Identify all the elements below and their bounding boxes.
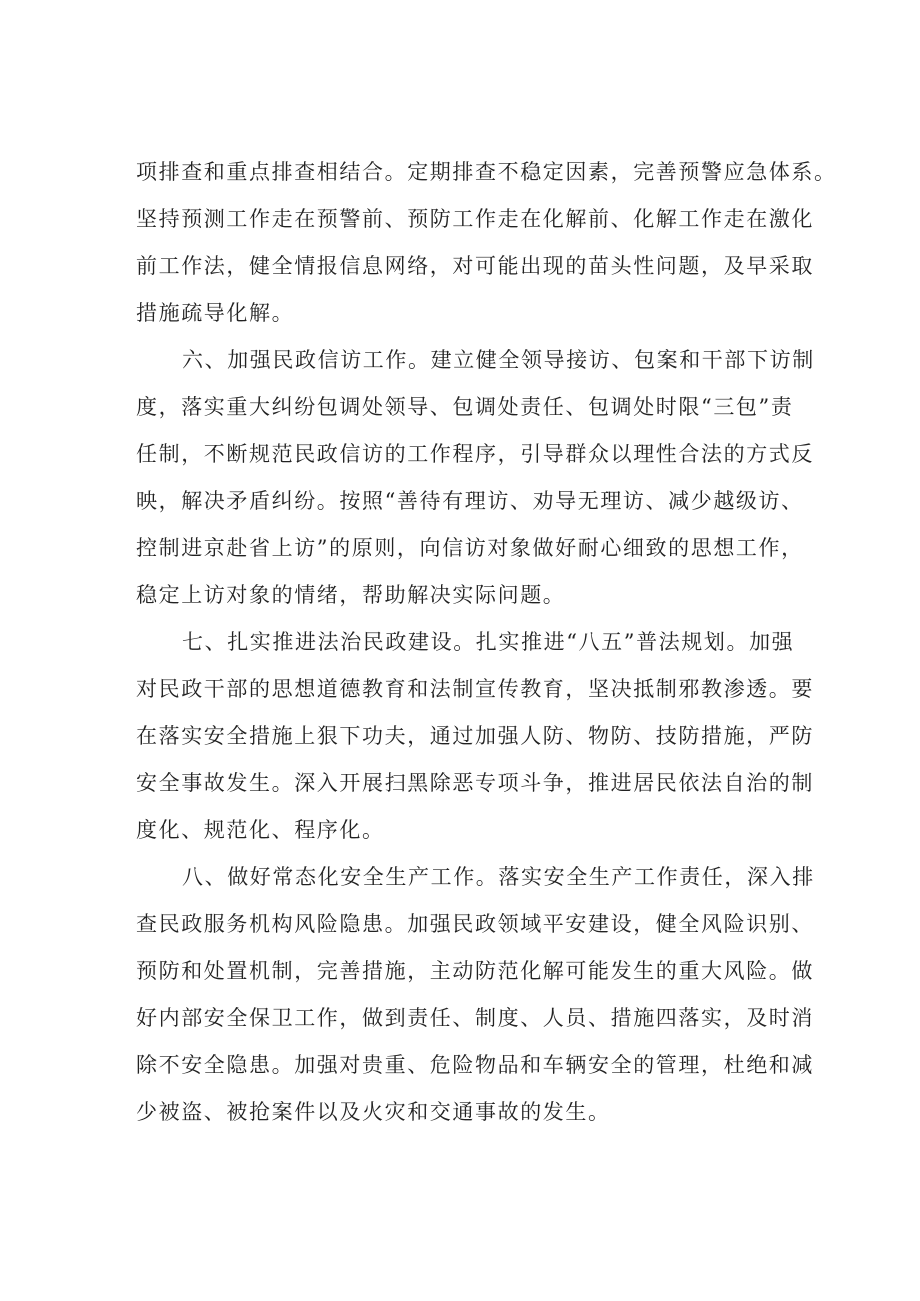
paragraph-5-line-1: 项排查和重点排查相结合。定期排查不稳定因素，完善预警应急体系。: [136, 160, 837, 184]
paragraph-8-line-1: 八、做好常态化安全生产工作。落实安全生产工作责任，深入排: [182, 865, 815, 889]
paragraph-6-line-4: 映，解决矛盾纠纷。按照“善待有理访、劝导无理访、减少越级访、: [136, 489, 804, 513]
paragraph-7-line-2: 对民政干部的思想道德教育和法制宣传教育，坚决抵制邪教渗透。要: [136, 677, 814, 701]
paragraph-5-line-4: 措施疏导化解。: [136, 301, 295, 325]
paragraph-7-line-3: 在落实安全措施上狠下功夫，通过加强人防、物防、技防措施，严防: [136, 724, 814, 748]
paragraph-6-line-2: 度，落实重大纠纷包调处领导、包调处责任、包调处时限“三包”责: [136, 395, 794, 419]
paragraph-6-line-1: 六、加强民政信访工作。建立健全领导接访、包案和干部下访制: [182, 348, 815, 372]
paragraph-8-line-6: 少被盗、被抢案件以及火灾和交通事故的发生。: [136, 1100, 611, 1124]
paragraph-6-line-3: 任制，不断规范民政信访的工作程序，引导群众以理性合法的方式反: [136, 442, 814, 466]
paragraph-6-line-6: 稳定上访对象的情绪，帮助解决实际问题。: [136, 583, 566, 607]
paragraph-7-line-5: 度化、规范化、程序化。: [136, 818, 385, 842]
paragraph-5-line-3: 前工作法，健全情报信息网络，对可能出现的苗头性问题，及早采取: [136, 254, 814, 278]
paragraph-7-line-4: 安全事故发生。深入开展扫黑除恶专项斗争，推进居民依法自治的制: [136, 771, 814, 795]
paragraph-8-line-5: 除不安全隐患。加强对贵重、危险物品和车辆安全的管理，杜绝和减: [136, 1053, 814, 1077]
paragraph-8-line-4: 好内部安全保卫工作，做到责任、制度、人员、措施四落实，及时消: [136, 1006, 814, 1030]
paragraph-6-line-5: 控制进京赴省上访”的原则，向信访对象做好耐心细致的思想工作，: [136, 536, 804, 560]
paragraph-8-line-3: 预防和处置机制，完善措施，主动防范化解可能发生的重大风险。做: [136, 959, 814, 983]
paragraph-5-line-2: 坚持预测工作走在预警前、预防工作走在化解前、化解工作走在激化: [136, 207, 814, 231]
paragraph-7-line-1: 七、扎实推进法治民政建设。扎实推进“八五”普法规划。加强: [182, 630, 795, 654]
paragraph-8-line-2: 查民政服务机构风险隐患。加强民政领域平安建设，健全风险识别、: [136, 912, 814, 936]
